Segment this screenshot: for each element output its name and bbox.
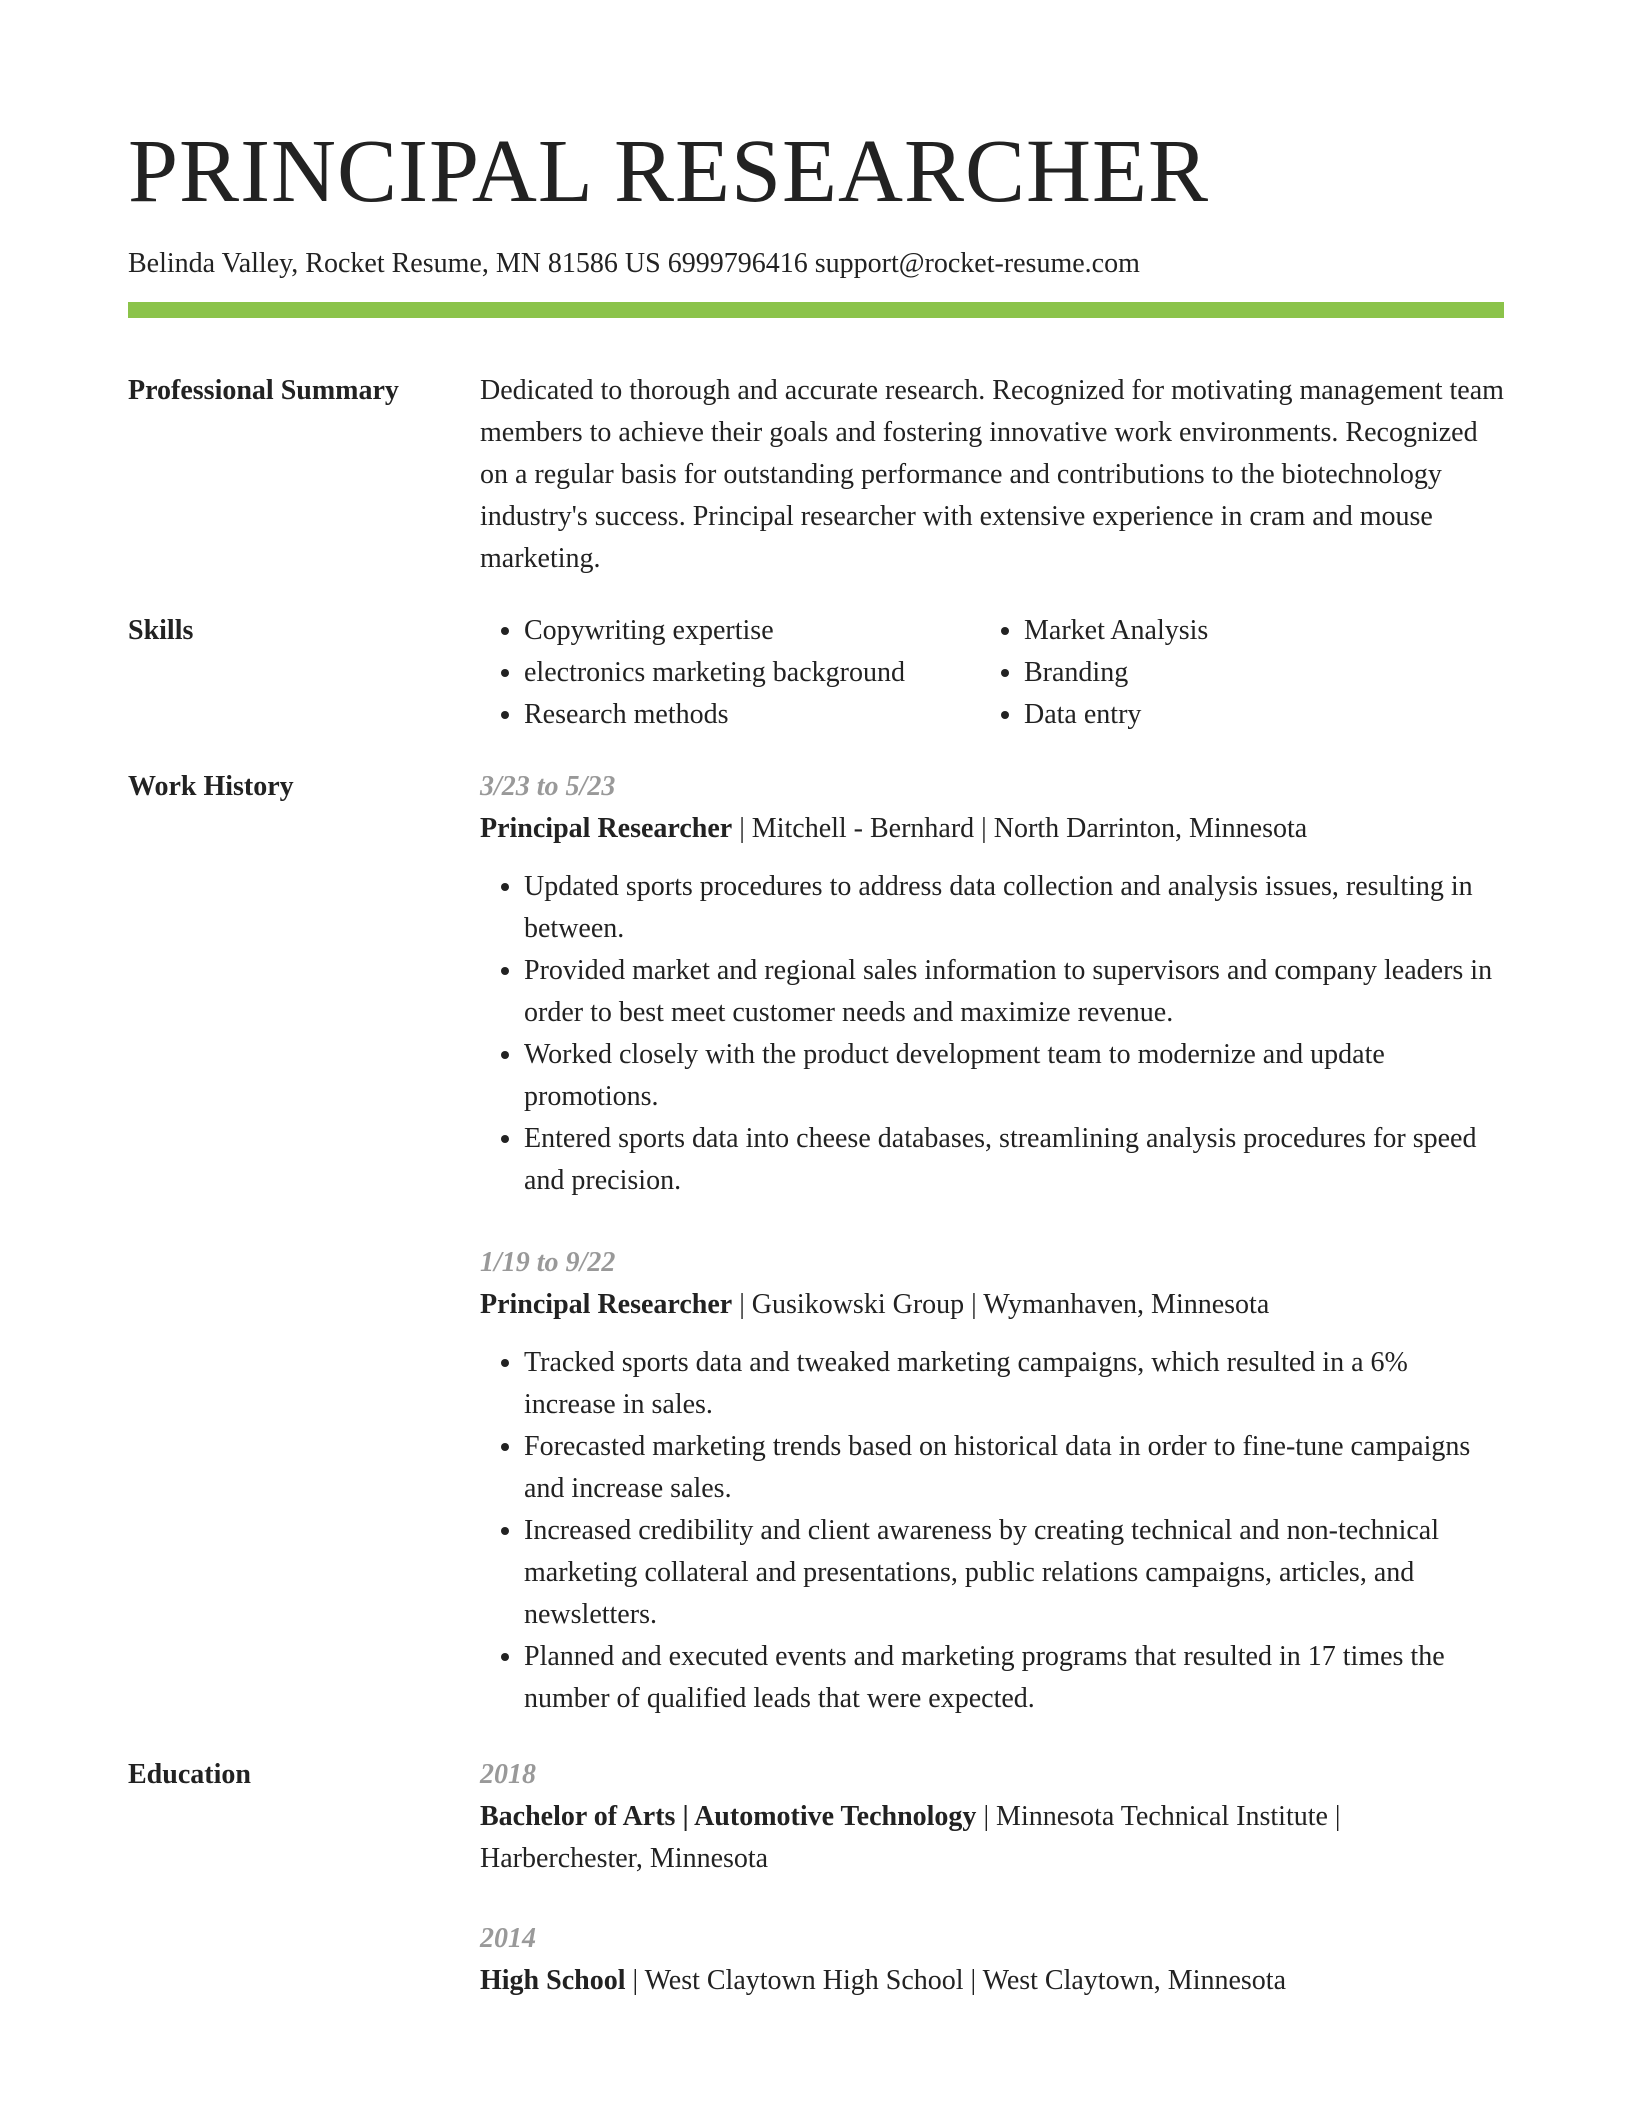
skill-item: • Branding [1024, 652, 1484, 694]
contact-line: Belinda Valley, Rocket Resume, MN 81586 US 6999796416 support@rocket-resume.com [128, 248, 1140, 279]
job-date: 3/23 to 5/23 [480, 771, 616, 802]
education-degree: Bachelor of Arts | Automotive Technology [480, 1801, 977, 1832]
job-bullet: • Provided market and regional sales information to supervisors and company leaders in order to best meet customer needs and maximize revenue. [524, 950, 1504, 1034]
job-bullets [480, 1342, 1504, 1720]
education-entry [480, 1918, 1504, 2002]
education-degree: High School [480, 1965, 626, 1996]
job-details: | Mitchell - Bernhard | North Darrinton, Minnesota [732, 813, 1308, 844]
job-bullet: • Updated sports procedures to address data collection and analysis issues, resulting in between. [524, 866, 1504, 950]
education-body [480, 1754, 1504, 2002]
skills-list-left [480, 610, 980, 736]
resume-title: PRINCIPAL RESEARCHER [128, 122, 1210, 221]
education-date: 2014 [480, 1923, 536, 1954]
job-date: 1/19 to 9/22 [480, 1247, 616, 1278]
accent-divider [128, 302, 1504, 318]
skill-item: • electronics marketing background [524, 652, 980, 694]
resume-page [128, 120, 1504, 2002]
education-heading [480, 1960, 1504, 2002]
summary-body [480, 370, 1504, 580]
job-bullets [480, 866, 1504, 1202]
skill-item: • Research methods [524, 694, 980, 736]
summary-text: Dedicated to thorough and accurate research. Recognized for motivating management team members to achieve their goals and fostering innovative work environments. Recognized on a regular basis for outstanding performance and contributions to the biotechnology industry's success. Principal researcher with extensive experience in cram and mouse marketing. [480, 375, 1504, 574]
job-title: Principal Researcher [480, 1289, 733, 1320]
education-heading [480, 1796, 1504, 1880]
section-label-skills: Skills [128, 615, 194, 646]
section-work-history [128, 766, 1504, 1720]
job-bullet: • Tracked sports data and tweaked marketing campaigns, which resulted in a 6% increase in sales. [524, 1342, 1504, 1426]
education-date: 2018 [480, 1759, 536, 1790]
job-heading [480, 1284, 1504, 1326]
education-details: | West Claytown High School | West Claytown, Minnesota [625, 1965, 1287, 1996]
section-label-education: Education [128, 1759, 251, 1790]
section-label-summary: Professional Summary [128, 375, 399, 406]
section-label-work: Work History [128, 771, 294, 802]
job-heading [480, 808, 1504, 850]
job-bullet: • Planned and executed events and marketing programs that resulted in 17 times the number of qualified leads that were expected. [524, 1636, 1504, 1720]
job-bullet: • Worked closely with the product development team to modernize and update promotions. [524, 1034, 1504, 1118]
skills-columns [480, 610, 1504, 736]
job-details: | Gusikowski Group | Wymanhaven, Minnesota [732, 1289, 1270, 1320]
skill-item: • Copywriting expertise [524, 610, 980, 652]
job-title: Principal Researcher [480, 813, 733, 844]
job-bullet: • Entered sports data into cheese databases, streamlining analysis procedures for speed and precision. [524, 1118, 1504, 1202]
section-skills [128, 610, 1504, 736]
job-entry [480, 766, 1504, 1202]
education-entry [480, 1754, 1504, 1880]
skill-item: • Market Analysis [1024, 610, 1484, 652]
job-bullet: • Increased credibility and client awareness by creating technical and non-technical marketing collateral and presentations, public relations campaigns, articles, and newsletters. [524, 1510, 1504, 1636]
job-bullet: • Forecasted marketing trends based on historical data in order to fine-tune campaigns and increase sales. [524, 1426, 1504, 1510]
section-summary [128, 370, 1504, 580]
skills-list-right [980, 610, 1484, 736]
skill-item: • Data entry [1024, 694, 1484, 736]
education-details: | Minnesota Technical Institute | Harberchester, Minnesota [480, 1801, 1341, 1874]
work-body [480, 766, 1504, 1720]
job-entry [480, 1242, 1504, 1720]
section-education [128, 1754, 1504, 2002]
